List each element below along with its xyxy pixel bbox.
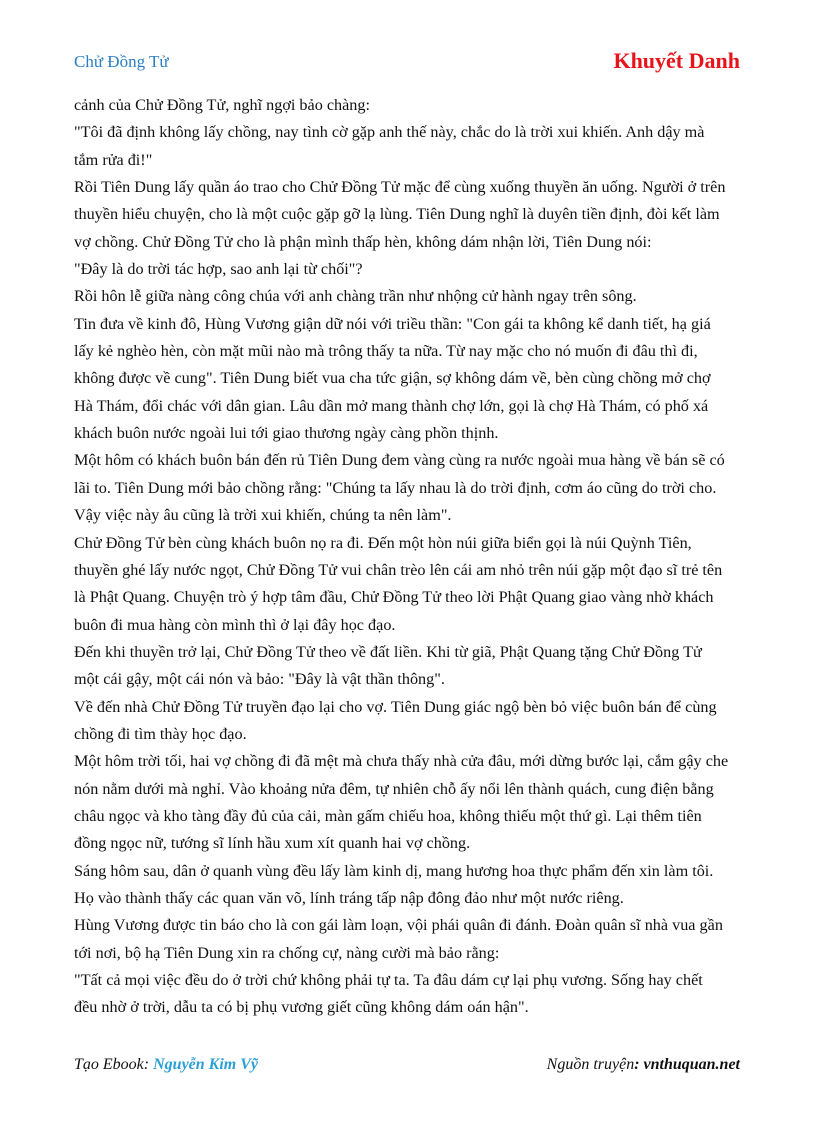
footer-ebook-credit [74, 1056, 258, 1074]
text-line: tắm rửa đi!" [74, 150, 153, 169]
footer-source-credit [547, 1056, 740, 1074]
footer-source-separator: : [634, 1056, 644, 1073]
footer-source-label: Nguồn truyện [546, 1056, 635, 1073]
footer-ebook-label: Tạo Ebook [74, 1056, 144, 1073]
footer-ebook-separator: : [143, 1056, 154, 1073]
page-header-author: Khuyết Danh [613, 48, 740, 73]
text-line: khách buôn nước ngoài lui tới giao thương ngày càng phồn thịnh. [74, 424, 499, 443]
text-line: nón nằm dưới mà nghỉ. Vào khoảng nửa đêm, tự nhiên chỗ ấy nổi lên thành quách, cung điện bằng [74, 779, 714, 798]
text-line: đồng ngọc nữ, tướng sĩ lính hầu xum xít quanh hai vợ chồng. [74, 834, 471, 853]
text-line: Tin đưa về kinh đô, Hùng Vương giận dữ nói với triều thần: "Con gái ta không kể danh tiết, hạ giá [74, 314, 711, 333]
text-line: thuyền ghé lấy nước ngọt, Chử Đồng Tử vui chân trèo lên cái am nhỏ trên núi gặp một đạo sĩ trẻ tên [74, 560, 723, 579]
text-line: vợ chồng. Chử Đồng Tử cho là phận mình thấp hèn, không dám nhận lời, Tiên Dung nói: [74, 232, 652, 251]
text-line: "Tất cả mọi việc đều do ở trời chứ không phải tự ta. Ta đâu dám cự lại phụ vương. Sống hay chết [74, 971, 703, 989]
text-line: "Tôi đã định không lấy chồng, nay tình cờ gặp anh thế này, chắc do là trời xui khiến. Anh dậy mà [74, 123, 705, 142]
text-line: Sáng hôm sau, dân ở quanh vùng đều lấy làm kinh dị, mang hương hoa thực phẩm đến xin làm tôi. [74, 861, 714, 880]
text-line: Họ vào thành thấy các quan văn võ, lính tráng tấp nập đông đảo như một nước riêng. [74, 888, 624, 907]
page-header-title: Chử Đồng Tử [74, 52, 169, 71]
text-line: tới nơi, bộ hạ Tiên Dung xin ra chống cự, nàng cười mà bảo rằng: [74, 943, 500, 962]
text-line: "Đây là do trời tác hợp, sao anh lại từ chối"? [74, 260, 363, 279]
text-line: Hùng Vương được tin báo cho là con gái làm loạn, vội phái quân đi đánh. Đoàn quân sĩ nhà vua gần [74, 916, 723, 935]
text-line: chồng đi tìm thày học đạo. [74, 724, 247, 743]
text-line: Đến khi thuyền trở lại, Chử Đồng Tử theo về đất liền. Khi từ giã, Phật Quang tặng Chử Đồng Tử [74, 642, 702, 661]
text-line: là Phật Quang. Chuyện trò ý hợp tâm đầu, Chử Đồng Tử theo lời Phật Quang giao vàng nhờ khách [74, 588, 714, 607]
footer-source-site[interactable]: vnthuquan.net [643, 1056, 740, 1073]
text-line: Một hôm có khách buôn bán đến rủ Tiên Dung đem vàng cùng ra nước ngoài mua hàng về bán sẽ có [74, 451, 725, 470]
text-line: Rồi Tiên Dung lấy quần áo trao cho Chử Đồng Tử mặc để cùng xuống thuyền ăn uống. Người ở trên [74, 178, 726, 197]
text-line: Rồi hôn lễ giữa nàng công chúa với anh chàng trần như nhộng cử hành ngay trên sông. [74, 287, 637, 306]
text-line: lãi to. Tiên Dung mới bảo chồng rằng: "Chúng ta lấy nhau là do trời định, cơm áo cũng do trời cho. [74, 478, 717, 497]
text-line: đều nhờ ở trời, dẫu ta có bị phụ vương giết cũng không dám oán hận". [74, 998, 529, 1017]
text-line: Vậy việc này âu cũng là trời xui khiến, chúng ta nên làm". [74, 506, 452, 525]
text-line: Về đến nhà Chử Đồng Tử truyền đạo lại cho vợ. Tiên Dung giác ngộ bèn bỏ việc buôn bán để cùng [74, 697, 717, 716]
text-line: một cái gậy, một cái nón và bảo: "Đây là vật thần thông". [74, 670, 445, 689]
text-line: lấy kẻ nghèo hèn, còn mặt mũi nào mà trông thấy ta nữa. Từ nay mặc cho nó muốn đi đâu thì đi, [74, 342, 698, 361]
text-line: Hà Thám, đổi chác với dân gian. Lâu dần mở mang thành chợ lớn, gọi là chợ Hà Thám, có phố xá [74, 396, 709, 415]
text-line: Chử Đồng Tử bèn cùng khách buôn nọ ra đi. Đến một hòn núi giữa biển gọi là núi Quỳnh Tiên, [74, 533, 692, 552]
text-line: thuyền hiểu chuyện, cho là một cuộc gặp gỡ lạ lùng. Tiên Dung nghĩ là duyên tiền định, đòi kết làm [74, 205, 720, 224]
footer-ebook-author: Nguyễn Kim Vỹ [153, 1056, 258, 1073]
text-line: không được về cung". Tiên Dung biết vua cha tức giận, sợ không dám về, bèn cùng chồng mở chợ [74, 369, 711, 388]
text-line: cảnh của Chử Đồng Tử, nghĩ ngợi bảo chàng: [74, 96, 370, 114]
text-line: châu ngọc và kho tàng đầy đủ của cải, màn gấm chiếu hoa, không thiếu một thứ gì. Lại thêm tiên [74, 806, 702, 825]
story-body [74, 92, 742, 1022]
text-line: buôn đi mua hàng còn mình thì ở lại đây học đạo. [74, 615, 396, 634]
text-line: Một hôm trời tối, hai vợ chồng đi đã mệt mà chưa thấy nhà cửa đâu, mới dừng bước lại, cắm gậy che [74, 752, 729, 771]
